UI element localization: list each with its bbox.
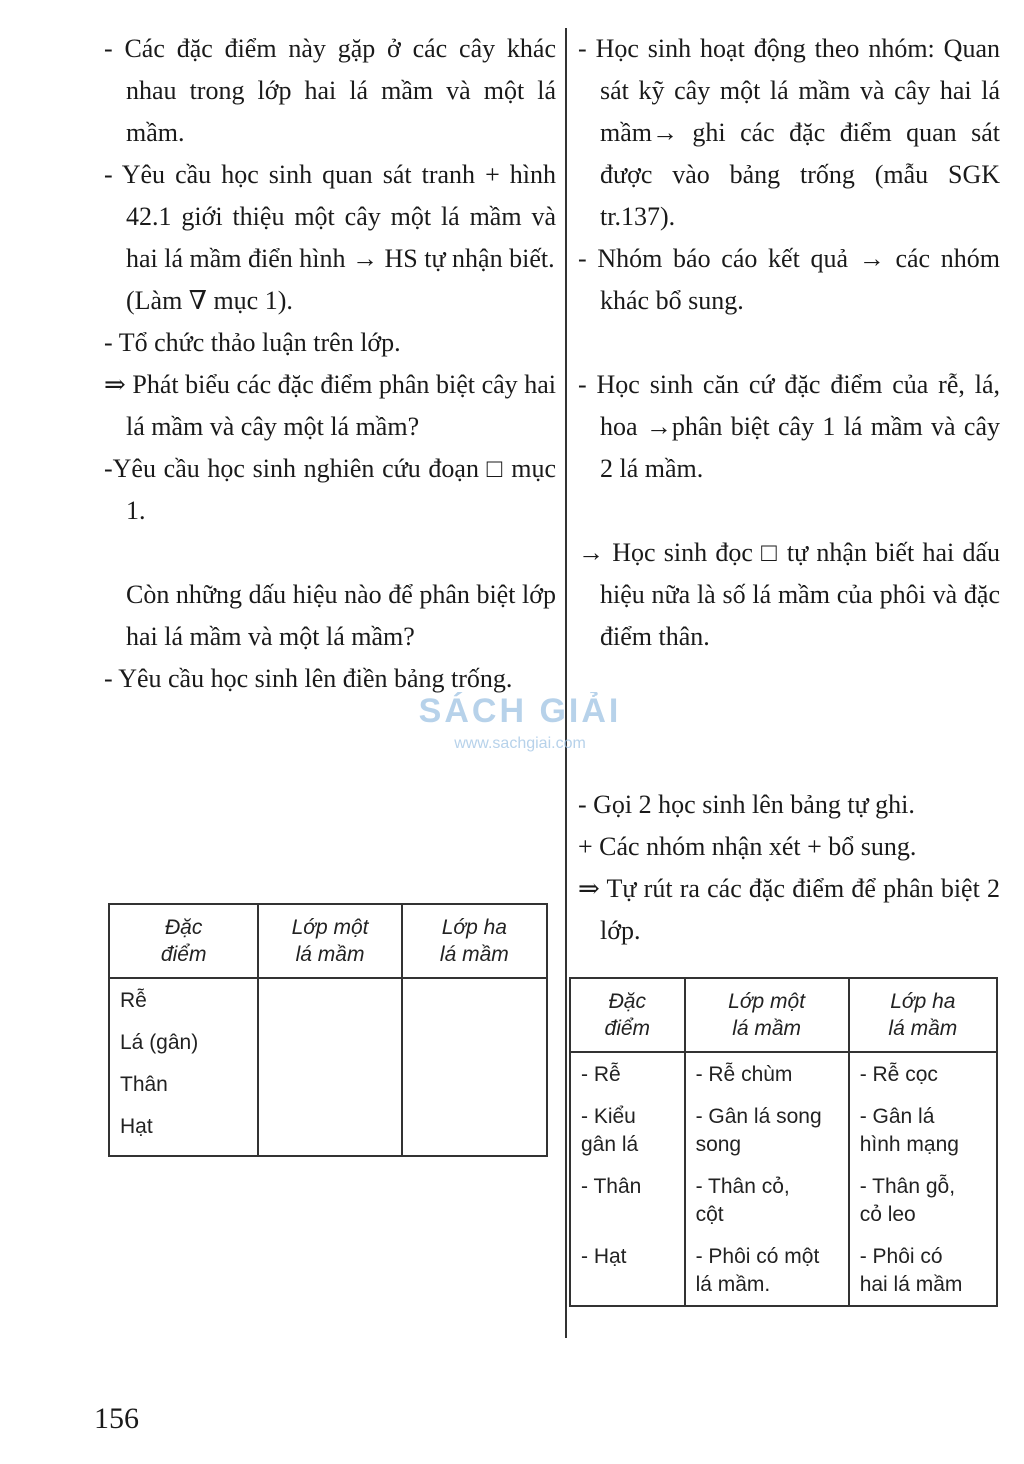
table2-cell: - Gân lá hình mạng [849, 1095, 997, 1165]
table-row [570, 1235, 997, 1306]
left-paragraph-7: Còn những dấu hiệu nào để phân biệt lớp hai lá mầm và một lá mầm? [126, 580, 556, 651]
left-paragraph-5: ⇒ Phát biểu các đặc điểm phân biệt cây hai lá mầm và cây một lá mầm? [104, 370, 556, 441]
table2-cell: - Kiểu gân lá [570, 1095, 685, 1165]
table1-row-label: Hạt [120, 1115, 153, 1138]
right-paragraph-3: - Học sinh căn cứ đặc điểm của rễ, lá, hoa →phân biệt cây 1 lá mầm và cây 2 lá mầm. [578, 370, 1000, 483]
left-paragraph-8: - Yêu cầu học sinh lên điền bảng trống. [104, 664, 513, 693]
left-paragraph-2: - Yêu cầu học sinh quan sát tranh + hình 42.1 giới thiệu một cây một lá mầm và hai lá mầm điển hình → HS tự nhận biết. [104, 160, 556, 273]
watermark-logo: SÁCH GIẢI [418, 692, 622, 730]
left-paragraph-1: - Các đặc điểm này gặp ở các cây khác nhau trong lớp hai lá mầm và một lá mầm. [104, 34, 556, 147]
right-paragraph-6: + Các nhóm nhận xét + bổ sung. [578, 832, 917, 861]
left-paragraph-4: - Tổ chức thảo luận trên lớp. [104, 328, 401, 357]
table1-row-label: Thân [120, 1073, 168, 1096]
table2-cell: - Rễ cọc [849, 1052, 997, 1095]
right-paragraph-7: ⇒ Tự rút ra các đặc điểm để phân biệt 2 lớp. [578, 874, 1000, 945]
table2-cell: - Gân lá song song [685, 1095, 849, 1165]
table2-cell: - Rễ chùm [685, 1052, 849, 1095]
table2-cell: - Thân gỗ, cỏ leo [849, 1165, 997, 1235]
table2-cell: - Thân cỏ, cột [685, 1165, 849, 1235]
table2-cell: - Hạt [570, 1235, 685, 1306]
blank-comparison-table [108, 903, 548, 1157]
table1-header-dicot: Lớp ha lá mầm [402, 904, 547, 978]
table1-row-label: Rễ [120, 989, 147, 1012]
right-paragraph-2: - Nhóm báo cáo kết quả → các nhóm khác bổ sung. [578, 244, 1000, 315]
right-paragraph-4: → Học sinh đọc □ tự nhận biết hai dấu hiệu nữa là số lá mầm của phôi và đặc điểm thân. [578, 538, 1000, 651]
table2-header-dicot: Lớp ha lá mầm [849, 978, 997, 1052]
right-column [578, 28, 1000, 952]
table-row [570, 1165, 997, 1235]
table-row [570, 1095, 997, 1165]
table2-cell: - Phôi có một lá mầm. [685, 1235, 849, 1306]
watermark-url: www.sachgiai.com [454, 735, 586, 752]
column-divider [565, 28, 567, 1338]
table1-header-monocot: Lớp một lá mầm [258, 904, 401, 978]
right-paragraph-5: - Gọi 2 học sinh lên bảng tự ghi. [578, 790, 915, 819]
table2-header-feature: Đặc điểm [570, 978, 685, 1052]
table1-header-feature: Đặc điểm [109, 904, 258, 978]
table1-row-label: Lá (gân) [120, 1031, 199, 1054]
left-paragraph-3: (Làm ∇ mục 1). [126, 286, 293, 315]
table2-cell: - Rễ [570, 1052, 685, 1095]
table2-header-monocot: Lớp một lá mầm [685, 978, 849, 1052]
table2-cell: - Thân [570, 1165, 685, 1235]
table1-feature-cell [109, 978, 258, 1156]
table2-cell: - Phôi có hai lá mầm [849, 1235, 997, 1306]
page-number: 156 [94, 1402, 139, 1435]
table1-empty-monocot-cell [258, 978, 401, 1156]
left-paragraph-6: -Yêu cầu học sinh nghiên cứu đoạn □ mục 1. [104, 454, 556, 525]
left-column [104, 28, 556, 700]
table-row [570, 1052, 997, 1095]
watermark [410, 692, 630, 753]
table1-empty-dicot-cell [402, 978, 547, 1156]
filled-comparison-table [569, 977, 998, 1307]
right-paragraph-1: - Học sinh hoạt động theo nhóm: Quan sát kỹ cây một lá mầm và cây hai lá mầm→ ghi các đặc điểm quan sát được vào bảng trống (mẫu SGK tr.137). [578, 34, 1000, 231]
